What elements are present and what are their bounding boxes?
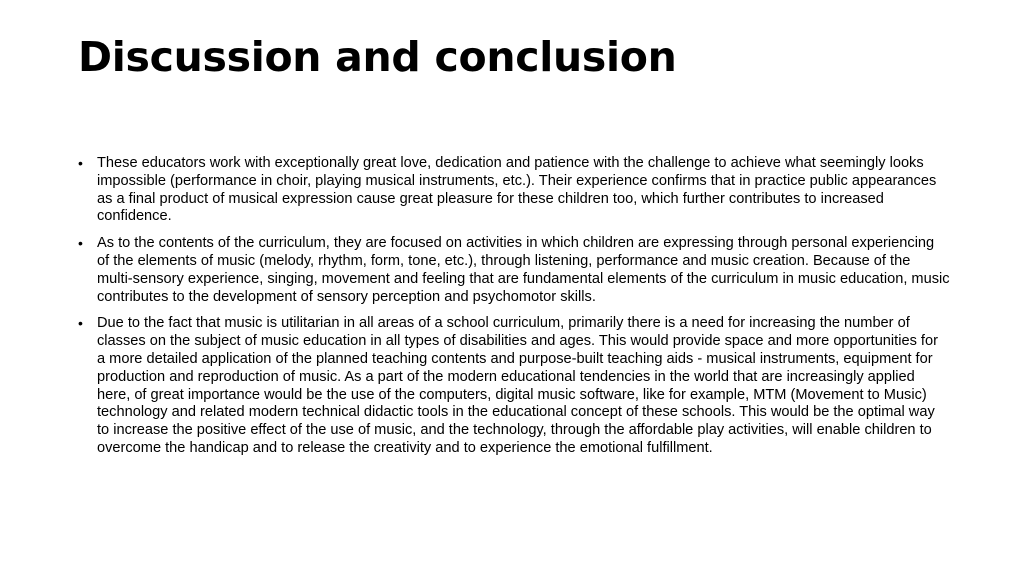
bullet-dot-icon: • [78,155,83,171]
bullet-item [78,155,950,226]
bullet-dot-icon: • [78,235,83,252]
bullet-list [78,155,950,467]
bullet-text: These educators work with exceptionally great love, dedication and patience with the challenge to achieve what seemingly looks impossible (performance in choir, playing musical instruments, etc.). Their experience confirms that in practice public appearances as a final product of musical expression cause great pleasure for these children too, which further contributes to increased confidence. [97,155,937,225]
bullet-item [78,235,950,306]
bullet-text: Due to the fact that music is utilitarian in all areas of a school curriculum, primarily there is a need for increasing the number of classes on the subject of music education in all types of disabilities and ages. This would provide space and more opportunities for a more detailed application of the planned teaching contents and purpose-built teaching aids - musical instruments, equipment for production and reproduction of music. As a part of the modern educational tendencies in the world that are increasingly applied here, of great importance would be the use of the computers, digital music software, like for example, MTM (Movement to Music) technology and related modern technical didactic tools in the educational concept of these schools. This would be the optimal way to increase the positive effect of the use of music, and the technology, through the affordable play activities, will enable children to overcome the handicap and to release the creativity and to experience the emotional fulfillment. [97,315,938,456]
slide-title: Discussion and conclusion [78,33,677,81]
bullet-text: As to the contents of the curriculum, they are focused on activities in which children are expressing through personal experiencing of the elements of music (melody, rhythm, form, tone, etc.), through listening, performance and music creation. Because of the multi-sensory experience, singing, movement and feeling that are fundamental elements of the curriculum in music education, music contributes to the development of sensory perception and psychomotor skills. [97,235,950,305]
bullet-dot-icon: • [78,315,83,332]
bullet-item [78,315,950,457]
